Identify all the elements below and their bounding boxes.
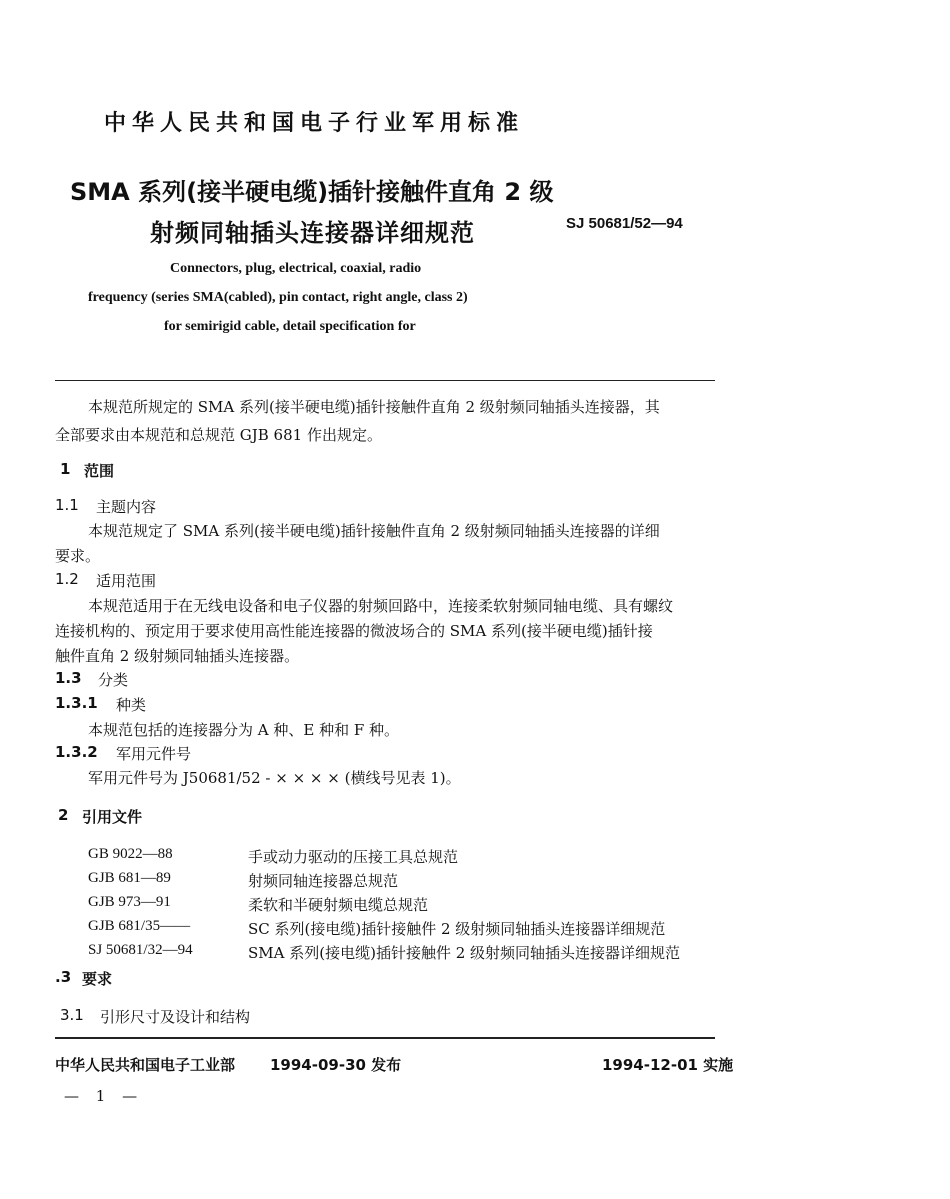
page-number: — 1 — [64, 1087, 144, 1105]
english-title-line-1: Connectors, plug, electrical, coaxial, radio [170, 261, 422, 276]
section-1-title: 范围 [84, 462, 115, 480]
section-1-3-number: 1.3 [55, 669, 82, 687]
intro-line-1: 本规范所规定的 SMA 系列(接半硬电缆)插针接触件直角 2 级射频同轴插头连接器，其 [88, 398, 660, 416]
section-1-3-1-line-1: 本规范包括的连接器分为 A 种、E 种和 F 种。 [88, 721, 400, 739]
section-1-2-line-2: 连接机构的、预定用于要求使用高性能连接器的微波场合的 SMA 系列(接半硬电缆)插针接 [55, 622, 653, 640]
section-1-3-1-number: 1.3.1 [55, 694, 98, 712]
section-1-3-title: 分类 [98, 671, 129, 689]
reference-title: 柔软和半硬射频电缆总规范 [248, 896, 429, 914]
header-divider [55, 380, 715, 381]
section-1-2-line-1: 本规范适用于在无线电设备和电子仪器的射频回路中，连接柔软射频同轴电缆、具有螺纹 [88, 597, 674, 615]
title-line-1: SMA 系列(接半硬电缆)插针接触件直角 2 级 [70, 178, 554, 206]
section-1-2-number: 1.2 [55, 570, 79, 588]
reference-code: GB 9022—88 [88, 846, 173, 862]
reference-code: SJ 50681/32—94 [88, 942, 193, 958]
section-3-1-title: 引形尺寸及设计和结构 [100, 1008, 251, 1026]
reference-code: GJB 681—89 [88, 870, 171, 886]
reference-title: 手或动力驱动的压接工具总规范 [248, 848, 459, 866]
section-1-3-2-number: 1.3.2 [55, 743, 98, 761]
reference-title: SMA 系列(接电缆)插针接触件 2 级射频同轴插头连接器详细规范 [248, 944, 681, 962]
reference-title: SC 系列(接电缆)插针接触件 2 级射频同轴插头连接器详细规范 [248, 920, 666, 938]
english-title-line-3: for semirigid cable, detail specification for [164, 319, 416, 334]
section-2-number: 2 [58, 806, 69, 824]
reference-code: GJB 973—91 [88, 894, 171, 910]
section-2-title: 引用文件 [82, 808, 143, 826]
section-1-2-title: 适用范围 [96, 572, 157, 590]
section-3-number: .3 [55, 968, 72, 986]
reference-title: 射频同轴连接器总规范 [248, 872, 399, 890]
section-1-3-2-title: 军用元件号 [116, 745, 192, 763]
section-1-1-number: 1.1 [55, 496, 79, 514]
footer-divider [55, 1037, 715, 1039]
reference-code: GJB 681/35—— [88, 918, 191, 934]
intro-line-2: 全部要求由本规范和总规范 GJB 681 作出规定。 [55, 426, 382, 444]
title-line-2: 射频同轴插头连接器详细规范 [150, 219, 475, 247]
section-3-title: 要求 [82, 970, 113, 988]
section-1-1-line-1: 本规范规定了 SMA 系列(接半硬电缆)插针接触件直角 2 级射频同轴插头连接器的详细 [88, 522, 660, 540]
english-title-line-2: frequency (series SMA(cabled), pin contact, right angle, class 2) [88, 290, 468, 305]
effective-date: 1994-12-01 实施 [602, 1056, 734, 1074]
section-3-1-number: 3.1 [60, 1006, 84, 1024]
section-1-2-line-3: 触件直角 2 级射频同轴插头连接器。 [55, 647, 300, 665]
issue-date: 1994-09-30 发布 [270, 1056, 402, 1074]
section-1-3-1-title: 种类 [116, 696, 147, 714]
section-1-1-line-2: 要求。 [55, 547, 101, 565]
section-1-1-title: 主题内容 [96, 498, 157, 516]
section-1-3-2-line-1: 军用元件号为 J50681/52 - × × × × (横线号见表 1)。 [88, 769, 461, 787]
section-1-number: 1 [60, 460, 71, 478]
standard-number: SJ 50681/52—94 [566, 215, 683, 232]
issuer: 中华人民共和国电子工业部 [55, 1056, 236, 1074]
standard-category: 中华人民共和国电子行业军用标准 [104, 111, 525, 136]
